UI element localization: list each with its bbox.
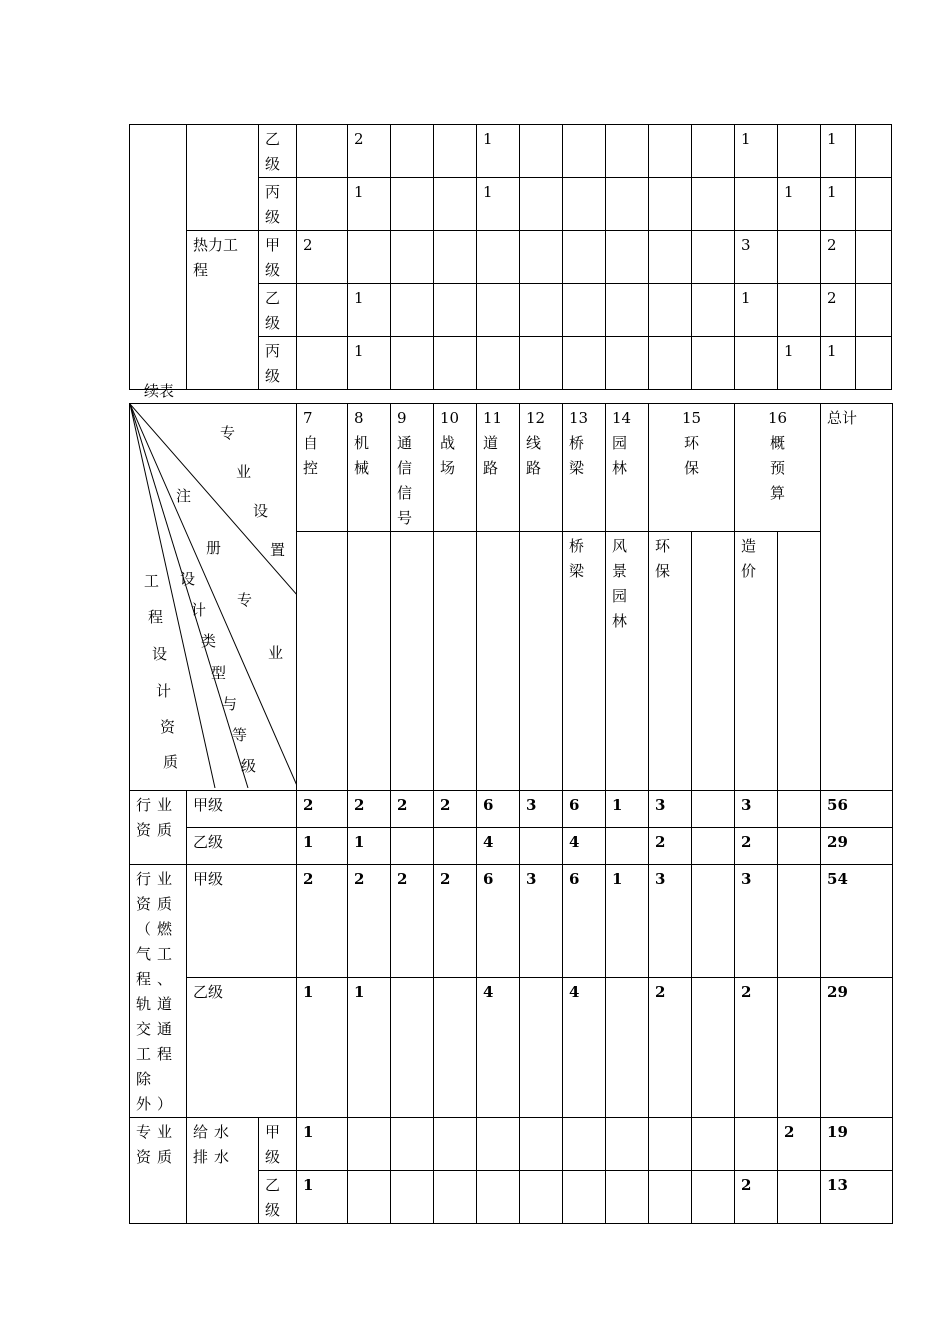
top-cell-text: 丙级 [265, 183, 281, 226]
value-cell [520, 1118, 563, 1171]
top-cell-text: 乙级 [265, 130, 281, 173]
main-table [129, 403, 893, 1224]
top-cell [391, 125, 434, 178]
value-cell [606, 1118, 649, 1171]
subheader-cell: 环保 [649, 532, 692, 791]
total-cell: 56 [821, 791, 893, 828]
top-cell-text: 1 [741, 289, 751, 307]
value-cell: 1 [606, 791, 649, 828]
value-cell [692, 791, 735, 828]
top-cell [821, 125, 856, 178]
diagonal-header-cell [130, 404, 297, 791]
diag-mid1-1: 注 [176, 487, 192, 505]
top-cell [477, 231, 520, 284]
grade-cell: 乙级 [187, 977, 297, 1117]
diag-top-4: 置 [270, 541, 286, 559]
value-cell [606, 977, 649, 1117]
subheader-cell [692, 532, 735, 791]
value-cell: 6 [563, 791, 606, 828]
top-cell [649, 284, 692, 337]
value-cell [348, 1171, 391, 1224]
top-cell [477, 337, 520, 390]
top-cell-text: 1 [741, 130, 751, 148]
value-cell: 2 [297, 865, 348, 978]
top-cell [391, 284, 434, 337]
value-cell: 1 [348, 828, 391, 865]
header-7: 7 自控 [297, 404, 348, 532]
diag-left-2: 程 [148, 608, 164, 626]
value-cell: 1 [348, 977, 391, 1117]
value-cell [649, 1171, 692, 1224]
top-cell [649, 337, 692, 390]
diagonal-lines [130, 404, 297, 788]
value-cell [391, 1118, 434, 1171]
value-cell [477, 1118, 520, 1171]
top-cell [434, 337, 477, 390]
value-cell: 3 [649, 791, 692, 828]
subheader-cell [391, 532, 434, 791]
value-cell: 3 [649, 865, 692, 978]
diag-top-1: 专 [220, 424, 236, 442]
value-cell [391, 1171, 434, 1224]
top-cell [856, 231, 892, 284]
grade-cell: 乙级 [187, 828, 297, 865]
total-cell: 29 [821, 828, 893, 865]
grade-cell: 甲级 [187, 791, 297, 828]
diag-top-3: 设 [253, 502, 269, 520]
value-cell: 2 [391, 791, 434, 828]
top-cell [297, 337, 348, 390]
top-cell [563, 178, 606, 231]
group-label: 专业资质 [130, 1118, 187, 1224]
value-cell: 1 [297, 977, 348, 1117]
top-cell [821, 284, 856, 337]
top-cell [259, 231, 297, 284]
diag-mid3-1: 型 [211, 664, 227, 682]
subheader-cell [520, 532, 563, 791]
total-cell: 13 [821, 1171, 893, 1224]
top-cell [434, 125, 477, 178]
diag-left-5: 资 [160, 718, 176, 736]
value-cell [692, 1171, 735, 1224]
total-cell: 29 [821, 977, 893, 1117]
top-cell [563, 337, 606, 390]
diag-mid3-2: 与 [222, 695, 238, 713]
value-cell [434, 977, 477, 1117]
value-cell [778, 1171, 821, 1224]
top-cell [130, 125, 187, 390]
value-cell [520, 1171, 563, 1224]
top-cell [520, 231, 563, 284]
top-cell [297, 125, 348, 178]
top-cell [649, 231, 692, 284]
diag-left-3: 设 [152, 645, 168, 663]
top-cell [778, 178, 821, 231]
top-cell [735, 284, 778, 337]
top-cell [692, 284, 735, 337]
value-cell [606, 1171, 649, 1224]
diag-mid1-5: 类 [201, 632, 217, 650]
top-cell [649, 125, 692, 178]
top-cell [297, 284, 348, 337]
value-cell: 3 [735, 791, 778, 828]
top-cell [259, 284, 297, 337]
diag-mid3-3: 等 [232, 726, 248, 744]
value-cell [692, 865, 735, 978]
value-cell: 2 [649, 977, 692, 1117]
value-cell [563, 1118, 606, 1171]
value-cell: 3 [520, 791, 563, 828]
subheader-cell [778, 532, 821, 791]
top-cell [391, 337, 434, 390]
top-cell-text: 1 [354, 183, 364, 201]
top-cell [259, 337, 297, 390]
subheader-cell: 造价 [735, 532, 778, 791]
diag-left-6: 质 [163, 753, 179, 771]
top-cell [434, 231, 477, 284]
top-cell [735, 231, 778, 284]
value-cell: 2 [391, 865, 434, 978]
value-cell [778, 977, 821, 1117]
value-cell [520, 828, 563, 865]
subheader-cell: 桥梁 [563, 532, 606, 791]
top-cell [778, 284, 821, 337]
top-cell-text: 1 [784, 183, 794, 201]
value-cell [692, 828, 735, 865]
top-cell [692, 125, 735, 178]
total-cell: 19 [821, 1118, 893, 1171]
top-cell-text: 1 [827, 130, 837, 148]
top-cell-text: 1 [784, 342, 794, 360]
value-cell [348, 1118, 391, 1171]
top-cell [692, 337, 735, 390]
top-cell [821, 231, 856, 284]
value-cell [778, 791, 821, 828]
type-label: 给水排水 [187, 1118, 259, 1224]
header-total: 总计 [821, 404, 893, 791]
value-cell: 2 [735, 977, 778, 1117]
value-cell [434, 828, 477, 865]
top-cell [520, 125, 563, 178]
value-cell: 2 [348, 791, 391, 828]
top-cell [821, 178, 856, 231]
value-cell: 2 [348, 865, 391, 978]
top-cell [348, 337, 391, 390]
top-cell-text: 热力工程 [193, 236, 239, 279]
header-13: 13 桥梁 [563, 404, 606, 532]
value-cell [520, 977, 563, 1117]
diag-left-4: 计 [156, 682, 172, 700]
top-cell [434, 284, 477, 337]
top-cell-text: 丙级 [265, 342, 281, 385]
diag-mid1-2: 册 [206, 539, 222, 557]
top-cell [477, 284, 520, 337]
value-cell [778, 865, 821, 978]
top-cell [735, 125, 778, 178]
top-cell-text: 乙级 [265, 289, 281, 332]
top-cell [649, 178, 692, 231]
top-cell [259, 125, 297, 178]
value-cell: 2 [434, 791, 477, 828]
top-cell [391, 231, 434, 284]
top-cell [520, 284, 563, 337]
value-cell: 4 [477, 828, 520, 865]
top-cell [778, 125, 821, 178]
value-cell: 2 [735, 1171, 778, 1224]
top-cell-text: 甲级 [265, 236, 281, 279]
top-cell-text: 1 [483, 183, 493, 201]
value-cell [391, 828, 434, 865]
group-label: 行业资质 [130, 791, 187, 865]
value-cell [692, 1118, 735, 1171]
value-cell [692, 977, 735, 1117]
top-cell-text: 1 [827, 183, 837, 201]
header-16: 16 概预算 [735, 404, 821, 532]
header-14: 14 园林 [606, 404, 649, 532]
value-cell [649, 1118, 692, 1171]
top-cell [297, 178, 348, 231]
value-cell: 2 [778, 1118, 821, 1171]
grade-cell: 乙级 [259, 1171, 297, 1224]
top-cell [520, 178, 563, 231]
top-cell-text: 1 [483, 130, 493, 148]
top-cell [606, 178, 649, 231]
header-8: 8 机械 [348, 404, 391, 532]
top-cell [856, 337, 892, 390]
top-cell [348, 284, 391, 337]
value-cell: 4 [563, 828, 606, 865]
subheader-cell [297, 532, 348, 791]
continued-caption: 续表 [144, 382, 175, 400]
top-cell-text: 2 [827, 236, 837, 254]
subheader-cell [348, 532, 391, 791]
diag-mid1-4: 计 [191, 601, 207, 619]
diag-mid3-4: 级 [241, 757, 257, 775]
top-cell [821, 337, 856, 390]
top-cell-text: 2 [354, 130, 364, 148]
top-cell [348, 178, 391, 231]
value-cell [735, 1118, 778, 1171]
header-11: 11 道路 [477, 404, 520, 532]
top-cell [856, 284, 892, 337]
top-cell [563, 125, 606, 178]
top-cell [477, 125, 520, 178]
top-cell [477, 178, 520, 231]
top-cell [187, 231, 259, 390]
top-cell [606, 337, 649, 390]
value-cell: 2 [434, 865, 477, 978]
value-cell: 3 [735, 865, 778, 978]
top-cell [297, 231, 348, 284]
value-cell [778, 828, 821, 865]
top-cell-text: 2 [827, 289, 837, 307]
top-cell [778, 231, 821, 284]
value-cell [477, 1171, 520, 1224]
value-cell [391, 977, 434, 1117]
top-cell-text: 1 [827, 342, 837, 360]
top-cell [856, 178, 892, 231]
value-cell: 1 [297, 1118, 348, 1171]
value-cell: 2 [649, 828, 692, 865]
header-9: 9 通信信号 [391, 404, 434, 532]
top-cell [348, 231, 391, 284]
top-cell-text: 2 [303, 236, 313, 254]
top-cell [856, 125, 892, 178]
top-cell [563, 284, 606, 337]
top-cell [606, 231, 649, 284]
subheader-cell: 风景园林 [606, 532, 649, 791]
subheader-cell [434, 532, 477, 791]
total-cell: 54 [821, 865, 893, 978]
top-cell [606, 284, 649, 337]
diag-mid1-3: 设 [180, 570, 196, 588]
value-cell: 2 [735, 828, 778, 865]
top-cell [434, 178, 477, 231]
header-15: 15 环保 [649, 404, 735, 532]
top-cell [735, 337, 778, 390]
subheader-cell [477, 532, 520, 791]
top-cell [563, 231, 606, 284]
value-cell: 1 [606, 865, 649, 978]
grade-cell: 甲级 [259, 1118, 297, 1171]
top-cell [391, 178, 434, 231]
top-cell-text: 1 [354, 342, 364, 360]
grade-cell: 甲级 [187, 865, 297, 978]
diag-mid2-1: 专 [237, 591, 253, 609]
value-cell: 1 [297, 1171, 348, 1224]
top-cell [606, 125, 649, 178]
top-cell [692, 178, 735, 231]
value-cell [563, 1171, 606, 1224]
value-cell [434, 1171, 477, 1224]
value-cell: 4 [477, 977, 520, 1117]
diag-top-2: 业 [236, 463, 252, 481]
top-cell [735, 178, 778, 231]
top-cell [187, 125, 259, 231]
value-cell: 2 [297, 791, 348, 828]
top-cell [259, 178, 297, 231]
value-cell: 3 [520, 865, 563, 978]
value-cell [434, 1118, 477, 1171]
header-12: 12 线路 [520, 404, 563, 532]
top-cell [778, 337, 821, 390]
value-cell: 6 [477, 865, 520, 978]
header-10: 10 战场 [434, 404, 477, 532]
top-cell [520, 337, 563, 390]
value-cell: 6 [563, 865, 606, 978]
value-cell [606, 828, 649, 865]
value-cell: 6 [477, 791, 520, 828]
top-cell [692, 231, 735, 284]
diag-mid2-2: 业 [268, 644, 284, 662]
top-cell [348, 125, 391, 178]
top-cell-text: 3 [741, 236, 751, 254]
group-label: 行业资质（燃气工程、轨道交通工程除外） [130, 865, 187, 1118]
diag-left-1: 工 [144, 572, 160, 590]
value-cell: 4 [563, 977, 606, 1117]
top-cell-text: 1 [354, 289, 364, 307]
top-table [129, 124, 892, 390]
value-cell: 1 [297, 828, 348, 865]
